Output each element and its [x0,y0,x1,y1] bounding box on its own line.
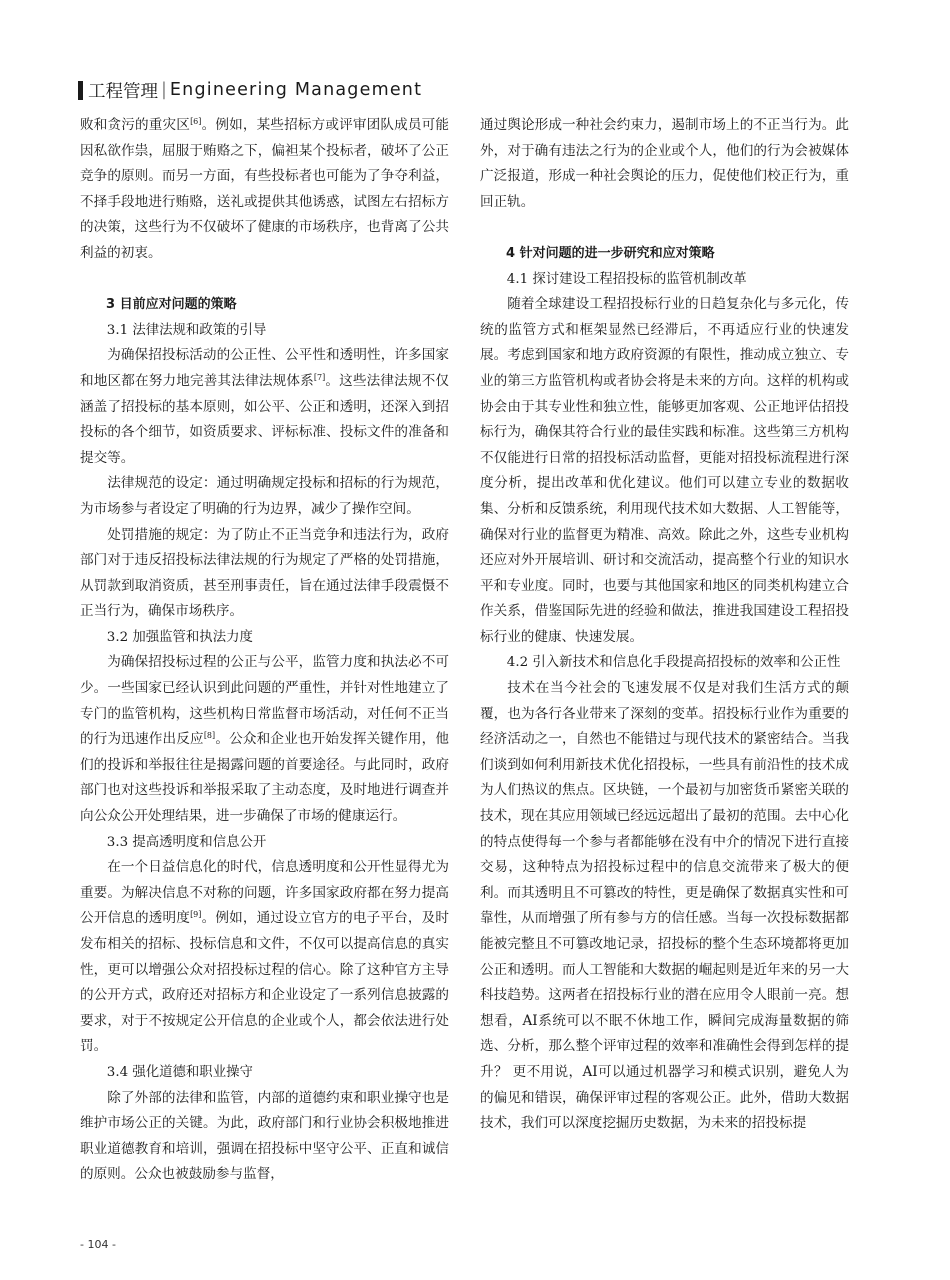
citation: [8] [203,731,216,741]
paragraph: 法律规范的设定：通过明确规定投标和招标的行为规范，为市场参与者设定了明确的行为边界，减少了操作空间。 [80,475,449,517]
paragraph: 为确保招投标过程的公正与公平，监管力度和执法必不可少。一些国家已经认识到此问题的严重性，并针对性地建立了专门的监管机构，这些机构日常监督市场活动，对任何不正当的行为迅速作出反应[8]。公众和企业也开始发挥关键作用，他们的投诉和举报往往是揭露问题的首要途径。与此同时，政府部门也对这些投诉和举报采取了主动态度，及时地进行调查并向公众公开处理结果，进一步确保了市场的健康运行。 [80,654,450,825]
left-column [80,113,449,1188]
paragraph: 为确保招投标活动的公正性、公平性和透明性，许多国家和地区都在努力地完善其法律法规体系[7]。这些法律法规不仅涵盖了招投标的基本原则，如公平、公正和透明，还深入到招投标的各个细节，如资质要求、评标标准、投标文件的准备和提交等。 [80,347,450,466]
right-column [480,113,849,1137]
subsection-heading-3-2: 3.2 加强监管和执法力度 [106,629,253,645]
paragraph: 处罚措施的规定：为了防止不正当竞争和违法行为，政府部门对于违反招投标法律法规的行为规定了严格的处罚措施，从罚款到取消资质，甚至刑事责任，旨在通过法律手段震慑不正当行为，确保市场秩序。 [80,526,449,620]
header-title-zh: 工程管理 [88,81,158,102]
paragraph: 除了外部的法律和监管，内部的道德约束和职业操守也是维护市场公正的关键。为此，政府部门和行业协会积极地推进职业道德教育和培训，强调在招投标中坚守公平、正直和诚信的原则。公众也被鼓励参与监督， [80,1089,449,1183]
paragraph: 随着全球建设工程招投标行业的日趋复杂化与多元化，传统的监管方式和框架显然已经滞后，不再适应行业的快速发展。考虑到国家和地方政府资源的有限性，推动成立独立、专业的第三方监管机构或者协会将是未来的方向。这样的机构或协会由于其专业性和独立性，能够更加客观、公正地评估招投标行为，确保其符合行业的最佳实践和标准。这些第三方机构不仅能进行日常的招投标活动监督，更能对招投标流程进行深度分析，提出改革和优化建议。他们可以建立专业的数据收集、分析和反馈系统，利用现代技术如大数据、人工智能等，确保对行业的监督更为精准、高效。除此之外，这些专业机构还应对外开展培训、研讨和交流活动，提高整个行业的知识水平和专业度。同时，也要与其他国家和地区的同类机构建立合作关系，借鉴国际先进的经验和做法，推进我国建设工程招投标行业的健康、快速发展。 [480,296,849,645]
subsection-heading-3-1: 3.1 法律法规和政策的引导 [106,322,267,338]
header-bar-mark [78,81,83,100]
section-heading-4: 4 针对问题的进一步研究和应对策略 [506,245,715,261]
citation: [6] [190,117,202,126]
header-separator: | [161,80,167,100]
citation: [9] [190,910,202,920]
subsection-heading-4-2: 4.2 引入新技术和信息化手段提高招投标的效率和公正性 [506,655,841,671]
paragraph: 通过舆论形成一种社会约束力，遏制市场上的不正当行为。此外，对于确有违法之行为的企业或个人，他们的行为会被媒体广泛报道，形成一种社会舆论的压力，促使他们校正行为，重回正轨。 [480,117,849,210]
journal-header [78,77,422,103]
header-title-en: Engineering Management [169,80,423,100]
citation: [7] [313,372,326,382]
section-heading-3: 3 目前应对问题的策略 [106,297,237,313]
page-number: - 104 - [80,1238,116,1251]
paragraph: 败和贪污的重灾区[6]。例如，某些招标方或评审团队成员可能因私欲作祟，屈服于贿赂之下，偏袒某个投标者，破坏了公正竞争的原则。而另一方面，有些投标者也可能为了争夺利益，不择手段地进行贿赂，送礼或提供其他诱惑，试图左右招标方的决策，这些行为不仅破坏了健康的市场秩序，也背离了公共利益的初衷。 [80,117,450,261]
subsection-heading-4-1: 4.1 探讨建设工程招投标的监管机制改革 [506,271,747,287]
paragraph: 在一个日益信息化的时代，信息透明度和公开性显得尤为重要。为解决信息不对称的问题，许多国家政府都在努力提高公开信息的透明度[9]。例如，通过设立官方的电子平台，及时发布相关的招标、投标信息和文件，不仅可以提高信息的真实性，更可以增强公众对招投标过程的信心。除了这种官方主导的公开方式，政府还对招标方和企业设定了一系列信息披露的要求，对于不按规定公开信息的企业或个人，都会依法进行处罚。 [80,859,450,1055]
paragraph: 技术在当今社会的飞速发展不仅是对我们生活方式的颠覆，也为各行各业带来了深刻的变革。招投标行业作为重要的经济活动之一，自然也不能错过与现代技术的紧密结合。当我们谈到如何利用新技术优化招投标，一些具有前沿性的技术成为人们热议的焦点。区块链，一个最初与加密货币紧密关联的技术，现在其应用领域已经远远超出了最初的范围。去中心化的特点使得每一个参与者都能够在没有中介的情况下进行直接交易，这种特点为招投标过程中的信息交流带来了极大的便利。而其透明且不可篡改的特性，更是确保了数据真实性和可靠性，从而增强了所有参与方的信任感。当每一次投标数据都能被完整且不可篡改地记录，招投标的整个生态环境都将更加公正和透明。而人工智能和大数据的崛起则是近年来的另一大科技趋势。这两者在招投标行业的潜在应用令人眼前一亮。想想看，AI系统可以不眠不休地工作，瞬间完成海量数据的筛选、分析，那么整个评审过程的效率和准确性会得到怎样的提升？ 更不用说，AI可以通过机器学习和模式识别，避免人为的偏见和错误，确保评审过程的客观公正。此外，借助大数据技术，我们可以深度挖掘历史数据，为未来的招投标提 [480,680,849,1132]
subsection-heading-3-4: 3.4 强化道德和职业操守 [106,1064,253,1080]
subsection-heading-3-3: 3.3 提高透明度和信息公开 [106,834,267,850]
